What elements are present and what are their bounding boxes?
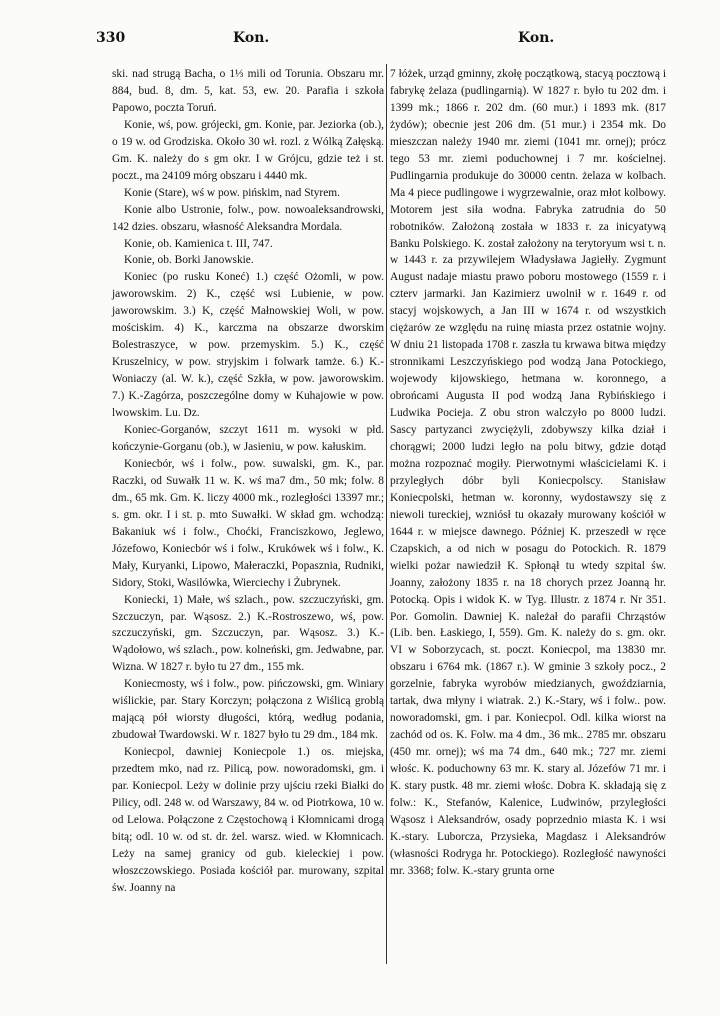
entry-continuation: ski. nad strugą Bacha, o 1⅓ mili od Torunia. Obszaru mr. 884, bud. 8, dm. 5, kat. 53, ew. 20. Parafia i szkoła Papowo, poczta Toruń. [112,68,384,114]
page-number: 330 [96,30,126,46]
entry-koniecki: Koniecki, 1) Małe, wś szlach., pow. szczuczyński, gm. Szczuczyn, par. Wąsosz. 2.) K.-Rostroszewo, wś, pow. szczuczyński, gm. Szczuczyn, par. Wąsosz. 3.) K.-Wądołowo, wś szlach., pow. kolneński, gm. Jedwabne, par. Wizna. W 1827 r. było tu 27 dm., 155 mk. [112,593,384,674]
running-head-right: Kon. [518,30,555,46]
entry-konie-stare: Konie (Stare), wś w pow. pińskim, nad Styrem. [124,186,340,199]
entry-koniec: Koniec (po rusku Koneć) 1.) część Ożomli, w pow. jaworowskim. 2) K., część wsi Lubienie, w pow. jaworowskim. 3.) K, część Małnowskiej Woli, w pow. mościskim. 4) K., karczma na obszarze dworskim Bolestraszyce, w pow. przemyskim. 5.) K., część Kruszelnicy, w pow. stryjskim i folwark tamże. 6.) K.-Woniaczy (al. W. k.), część Szkła, w pow. jaworowskim. 7.) K.-Zagórza, poszczególne domy w Kuhajowie w pow. lwowskim. Lu. Dz. [112,271,384,420]
entry-koniecmosty: Koniecmosty, wś i folw., pow. pińczowski, gm. Winiary wiślickie, par. Stary Korczyn; połączona z Wiślicą groblą mającą pół wiorsty długości, którą, według podania, zbudował Twardowski. W r. 1827 było tu 29 dm., 184 mk. [112,678,384,742]
right-column [390,66,666,880]
entry-konie-borki: Konie, ob. Borki Janowskie. [124,254,254,267]
entry-koniecpol: Koniecpol, dawniej Koniecpole 1.) os. miejska, przedtem mko, nad rz. Pilicą, pow. noworadomski, gm. i par. Koniecpol. Leży w dolinie przy ujściu rzeki Białki do Pilicy, odl. 248 w. od Warszawy, 84 w. od Piotrkowa, 10 w. od Lelowa. Połączone z Częstochową i Kłomnicami drogą bitą; odl. 10 w. od st. dr. żel. warsz. wied. w Kłomnicach. Leży na samej granicy od gub. kieleckiej i pow. włoszczowskiego. Posiada kościół par. murowany, szpital św. Joanny na [112,746,384,894]
entry-koniecbor: Koniecbór, wś i folw., pow. suwalski, gm. K., par. Raczki, od Suwałk 11 w. K. wś ma7 dm., 50 mk; folw. 8 dm., 65 mk. Gm. K. liczy 4000 mk., rozległości 13397 mr.; s. gm. okr. I i st. p. mto Suwałki. W skład gm. wchodzą: Bakaniuk wś i folw., Choćki, Franciszkowo, Jeglewo, Józefowo, Koniecbór wś i folw., Krukówek wś i folw., K. Mały, Kuryanki, Lipowo, Małeraczki, Popasznia, Rudniki, Sidory, Stoki, Wasilówka, Wierciechy i Żubrynek. [112,457,384,589]
running-head-left: Kon. [233,30,270,46]
column-divider [386,64,387,964]
left-column [112,66,384,897]
entry-konie-grojecki: Konie, wś, pow. grójecki, gm. Konie, par. Jeziorka (ob.), o 19 w. od Grodziska. Około 30 wł. rozl. z Wólką Załęską. Gm. K. należy do s gm okr. I w Grójcu, gdzie też i st. poczt., ma 24109 mórg obszaru i 4440 mk. [112,118,384,182]
entry-koniec-gorganow: Koniec-Gorganów, szczyt 1611 m. wysoki w płd. kończynie-Gorganu (ob.), w Jasieniu, w pow. kałuskim. [112,424,384,453]
entry-koniecpol-continued: 7 łóżek, urząd gminny, zkołę początkową, stacyą pocztową i fabrykę żelaza (pudlingarnią). W 1827 r. było tu 202 dm. i 1399 mk.; 1866 r. 202 dm. (60 mur.) i 1893 mk. (817 żydów); obecnie jest 206 dm. (51 mur.) i 2354 mk. Do mieszczan należy 1940 mr. ziemi (1041 mr. ornej); prócz tego 53 mr. ziemi poduchownej i 7 mr. kościelnej. Pudlingarnia produkuje do 30000 centn. żelaza w kolbach. Ma 4 piece pudlingowe i wygrzewalnie, oraz młot kolbowy. Motorem jest siła wodna. Fabryka zatrudnia do 50 robotników. Założoną została w 1833 r. za inicyatywą Banku Polskiego. K. został założony na terytoryum wsi t. n. w 1443 r. za przywilejem Władysława Jagiełły. Zygmunt August nadaje miastu prawo poboru mostowego (1559 r. i czterv jarmarki. Jan Kazimierz uwolnił w r. 1649 r. od stacyj wojskowych, a Jan III w 1674 r. od wszystkich ciężarów ze względu na ruinę miasta przez ostatnie wojny. W dniu 21 listopada 1708 r. zaszła tu krwawa bitwa między stronnikami Leszczyńskiego pod wodzą Jana Potockiego, wojewody kijowskiego, hetmana w. koronnego, a obrońcami Augusta II pod wodzą Jana Rybińskiego i Ludwika Pocieja. Z obu stron walczyło po 8000 ludzi. Sascy partyzanci zwyciężyli, zdobywszy kilka dział i chorągwi; 2000 ludzi legło na polu bitwy, gdzie dotąd można rozpoznać mogiły. Pierwotnymi właścicielami K. i przyległych dóbr byli Koniecpolscy. Stanisław Koniecpolski, hetman w. koronny, wydostawszy się z niewoli tureckiej, wzniósł tu okazały murowany kościół w 1644 r. w miejsce dawnego. Później K. przeszedł w ręce Czapskich, a od nich w posagu do Potockich. R. 1879 wielki pożar nawiedził K. Spłonął tu wtedy szpital św. Joanny, założony 1835 r. na 18 chorych przez Joanną hr. Potocką. Opis i widok K. w Tyg. Illustr. z 1874 r. Nr 351. Por. Gomolin. Dawniej K. należał do parafii Chrząstów (Lib. ben. Łaskiego, I, 559). Gm. K. należy do s. gm. okr. VI w Soborzycach, st. poczt. Koniecpol, ma 13830 mr. obszaru i 6764 mk. (1867 r.). W gminie 3 szkoły pocz., 2 gorzelnie, fabryka wyrobów miedzianych, gwoździarnia, tartak, dwa młyny i wiatrak. 2.) K.-Stary, wś i folw.. pow. noworadomski, gm. i par. Koniecpol. Odl. kilka wiorst na zachód od os. K. Folw. ma 4 dm., 36 mk.. 2785 mr. obszaru (450 mr. ornej); wś ma 74 dm., 640 mk.; 727 mr. ziemi włośc. K. poduchowny 63 mr. K. stary al. Józefów 71 mr. i K. stary pustk. 48 mr. ziemi włośc. Dobra K. składają się z folw.: K., Stefanów, Kalenice, Ludwinów, przyległości Wąsosz i Aleksandrów, osady poprzednio miasta K. i wsi K.-stary. Luborcza, Przysieka, Magdasz i Aleksandrów (własności Rodryga hr. Potockiego). Rozległość nawyności mr. 3368; folw. K.-stary grunta orne [390,68,666,877]
entry-konie-ustronie: Konie albo Ustronie, folw., pow. nowoaleksandrowski, 142 dzies. obszaru, własność Aleksandra Mordala. [112,203,384,233]
running-header [0,30,720,54]
entry-konie-kamienica: Konie, ob. Kamienica t. III, 747. [124,237,273,250]
